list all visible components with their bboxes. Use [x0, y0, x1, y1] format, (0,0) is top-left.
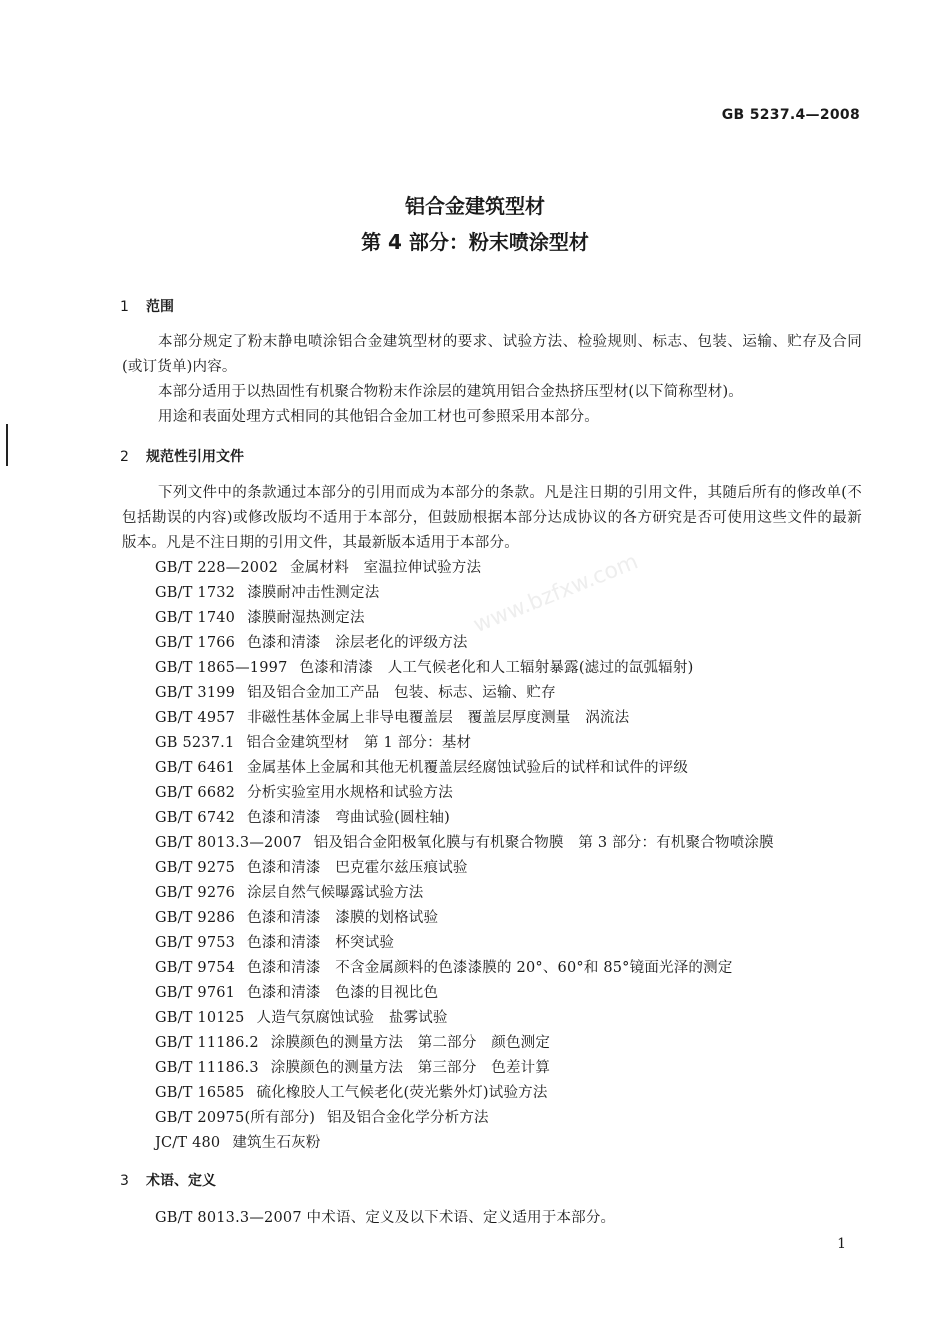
section-1-heading: [120, 296, 174, 316]
reference-title: 人造气氛腐蚀试验 盐雾试验: [256, 1010, 448, 1026]
reference-code: GB/T 9753: [155, 935, 236, 951]
reference-item: [155, 906, 774, 931]
reference-item: [155, 706, 774, 731]
reference-title: 金属材料 室温拉伸试验方法: [290, 560, 482, 576]
reference-item: [155, 931, 774, 956]
reference-code: GB/T 20975(所有部分): [155, 1110, 316, 1126]
reference-title: 涂层自然气候曝露试验方法: [247, 885, 424, 901]
section-title: 规范性引用文件: [146, 449, 244, 465]
reference-code: GB 5237.1: [155, 735, 235, 751]
reference-code: GB/T 9761: [155, 985, 236, 1001]
section-1-paragraph-3: 用途和表面处理方式相同的其他铝合金加工材也可参照采用本部分。: [158, 409, 599, 425]
reference-title: 涂膜颜色的测量方法 第二部分 颜色测定: [270, 1035, 551, 1051]
reference-code: GB/T 1865—1997: [155, 660, 288, 676]
reference-item: [155, 806, 774, 831]
reference-item: [155, 1106, 774, 1131]
reference-title: 色漆和清漆 涂层老化的评级方法: [247, 635, 468, 651]
reference-title: 色漆和清漆 人工气候老化和人工辐射暴露(滤过的氙弧辐射): [299, 660, 694, 676]
reference-code: GB/T 6682: [155, 785, 236, 801]
reference-code: GB/T 11186.3: [155, 1060, 259, 1076]
reference-item: [155, 656, 774, 681]
document-subtitle: 第 4 部分：粉末喷涂型材: [361, 230, 589, 254]
reference-item: [155, 856, 774, 881]
reference-item: [155, 1131, 774, 1156]
section-title: 范围: [146, 299, 174, 315]
reference-title: 色漆和清漆 色漆的目视比色: [247, 985, 439, 1001]
reference-item: [155, 1081, 774, 1106]
reference-title: 色漆和清漆 不含金属颜料的色漆漆膜的 20°、60°和 85°镜面光泽的测定: [247, 960, 733, 976]
reference-item: [155, 956, 774, 981]
section-number: 1: [120, 299, 129, 315]
reference-title: 铝及铝合金化学分析方法: [327, 1110, 489, 1126]
reference-title: 分析实验室用水规格和试验方法: [247, 785, 453, 801]
section-2-intro: 下列文件中的条款通过本部分的引用而成为本部分的条款。凡是注日期的引用文件，其随后所有的修改单(不包括勘误的内容)或修改版均不适用于本部分，但鼓励根据本部分达成协议的各方研究是否可使用这些文件的最新版本。凡是不注日期的引用文件，其最新版本适用于本部分。: [122, 485, 862, 551]
reference-code: GB/T 9754: [155, 960, 236, 976]
reference-title: 金属基体上金属和其他无机覆盖层经腐蚀试验后的试样和试件的评级: [247, 760, 689, 776]
reference-title: 硫化橡胶人工气候老化(荧光紫外灯)试验方法: [256, 1085, 548, 1101]
reference-code: GB/T 1732: [155, 585, 236, 601]
reference-item: [155, 881, 774, 906]
reference-item: [155, 1006, 774, 1031]
reference-code: JC/T 480: [155, 1135, 221, 1151]
section-number: 2: [120, 449, 129, 465]
reference-item: [155, 781, 774, 806]
standard-number: GB 5237.4—2008: [721, 107, 860, 123]
reference-item: [155, 681, 774, 706]
reference-title: 色漆和清漆 杯突试验: [247, 935, 395, 951]
document-title: 铝合金建筑型材: [405, 194, 545, 218]
reference-title: 漆膜耐冲击性测定法: [247, 585, 380, 601]
section-3-paragraph: GB/T 8013.3—2007 中术语、定义及以下术语、定义适用于本部分。: [155, 1210, 616, 1226]
section-number: 3: [120, 1173, 129, 1189]
reference-item: [155, 756, 774, 781]
reference-item: [155, 631, 774, 656]
reference-code: GB/T 8013.3—2007: [155, 835, 302, 851]
margin-mark: [6, 424, 8, 466]
reference-list: [155, 556, 774, 1156]
reference-code: GB/T 10125: [155, 1010, 245, 1026]
reference-code: GB/T 11186.2: [155, 1035, 259, 1051]
reference-item: [155, 1056, 774, 1081]
section-3-heading: [120, 1170, 216, 1190]
reference-title: 涂膜颜色的测量方法 第三部分 色差计算: [270, 1060, 551, 1076]
reference-item: [155, 581, 774, 606]
reference-item: [155, 606, 774, 631]
reference-code: GB/T 228—2002: [155, 560, 279, 576]
reference-code: GB/T 6461: [155, 760, 236, 776]
reference-item: [155, 1031, 774, 1056]
reference-title: 非磁性基体金属上非导电覆盖层 覆盖层厚度测量 涡流法: [247, 710, 630, 726]
page-number: 1: [837, 1236, 846, 1252]
reference-title: 铝及铝合金阳极氧化膜与有机聚合物膜 第 3 部分：有机聚合物喷涂膜: [313, 835, 774, 851]
reference-code: GB/T 6742: [155, 810, 236, 826]
reference-title: 色漆和清漆 巴克霍尔兹压痕试验: [247, 860, 468, 876]
reference-item: [155, 731, 774, 756]
reference-title: 铝及铝合金加工产品 包装、标志、运输、贮存: [247, 685, 556, 701]
reference-item: [155, 831, 774, 856]
reference-code: GB/T 1766: [155, 635, 236, 651]
reference-code: GB/T 9275: [155, 860, 236, 876]
section-1-paragraph-2: 本部分适用于以热固性有机聚合物粉末作涂层的建筑用铝合金热挤压型材(以下简称型材)。: [158, 384, 744, 400]
section-title: 术语、定义: [146, 1173, 216, 1189]
watermark: www.bzfxw.com: [470, 549, 642, 639]
reference-code: GB/T 16585: [155, 1085, 245, 1101]
reference-title: 铝合金建筑型材 第 1 部分：基材: [246, 735, 472, 751]
section-1-paragraph-1: 本部分规定了粉末静电喷涂铝合金建筑型材的要求、试验方法、检验规则、标志、包装、运输、贮存及合同(或订货单)内容。: [122, 334, 862, 375]
reference-code: GB/T 4957: [155, 710, 236, 726]
reference-title: 建筑生石灰粉: [232, 1135, 321, 1151]
reference-code: GB/T 9286: [155, 910, 236, 926]
reference-code: GB/T 1740: [155, 610, 236, 626]
reference-code: GB/T 3199: [155, 685, 236, 701]
section-2-heading: [120, 446, 244, 466]
reference-title: 漆膜耐湿热测定法: [247, 610, 365, 626]
reference-code: GB/T 9276: [155, 885, 236, 901]
reference-item: [155, 981, 774, 1006]
reference-title: 色漆和清漆 弯曲试验(圆柱轴): [247, 810, 450, 826]
reference-item: [155, 556, 774, 581]
reference-title: 色漆和清漆 漆膜的划格试验: [247, 910, 439, 926]
